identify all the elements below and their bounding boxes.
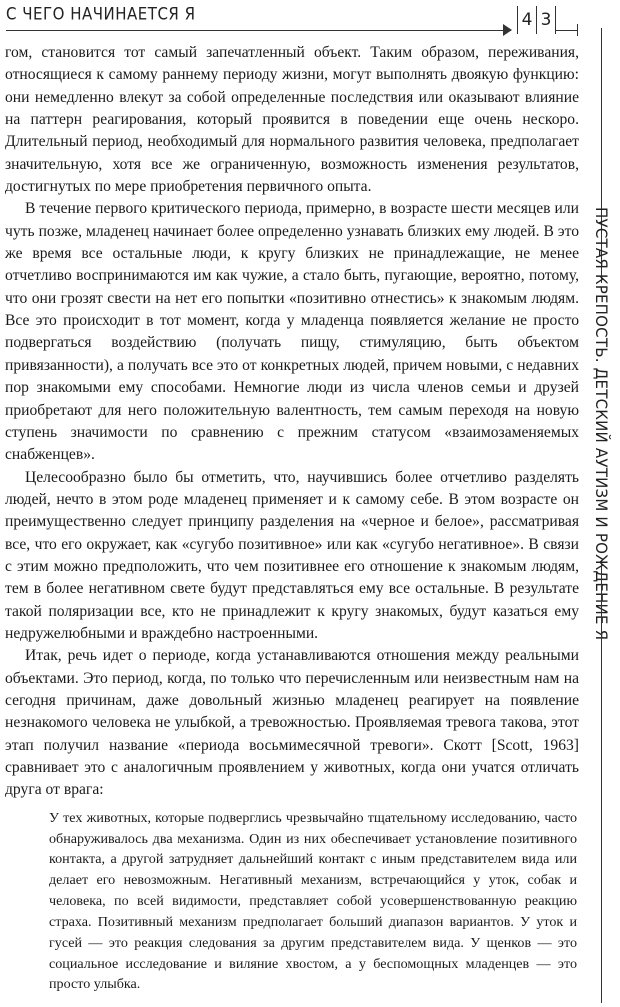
- block-quote: У тех животных, которые подверглись чрезвычайно тщательному исследованию, часто обнаруживалось два механизма. Один из них обеспечивает установление позитивного контакта, а другой затрудняет дальнейший контакт с иным представителем вида или делает его невозможным. Негативный механизм, встречающийся у уток, собак и человека, по всей видимости, представляет собой усовершенствованную реакцию страха. Позитивный механизм предполагает больший диапазон вариантов. У уток и гусей — это реакция следования за другим представителем вида. У щенков — это социальное исследование и виляние хвостом, а у беспомощных младенцев — это просто улыбка.: [49, 809, 577, 993]
- header-rule-tick: [577, 24, 578, 36]
- body-text: [5, 42, 579, 995]
- header-rule: [6, 30, 511, 31]
- page-number-digit: 4: [517, 6, 536, 34]
- running-header-title: С ЧЕГО НАЧИНАЕТСЯ Я: [6, 4, 196, 25]
- header-arrow-icon: [503, 24, 512, 36]
- paragraph: гом, становится тот самый запечатленный объект. Таким образом, переживания, относящиеся к самому раннему периоду жизни, могут выполнять двоякую функцию: они немедленно влекут за собой определенные последствия или оказывают влияние на паттерн реагирования, который проявится в поведении еще очень нескоро. Длительный период, необходимый для нормального развития человека, предполагает значительную, хотя все же ограниченную, возможность изменения результатов, достигнутых по мере приобретения первичного опыта.: [5, 44, 579, 196]
- side-rule-bottom: [601, 563, 602, 1003]
- header-rule-tail: [555, 30, 577, 31]
- paragraph: Итак, речь идет о периоде, когда устанавливаются отношения между реальными объектами. Это период, когда, по только что перечисленным или неизвестным нам на сегодня причинам, даже довольный жизнью младенец реагирует на появление незнакомого человека не улыбкой, а тревожностью. Проявляемая тревога такова, этот этап получил название «периода восьмимесячной тревоги». Скотт [Scott, 1963] сравнивает это с аналогичным проявлением у животных, когда они учатся отличать друга от врага:: [5, 647, 579, 799]
- page-number-digit: 3: [536, 6, 556, 34]
- paragraph: В течение первого критического периода, примерно, в возрасте шести месяцев или чуть позже, младенец начинает более определенно узнавать близких ему людей. В это же время все остальные люди, к кругу близких не принадлежащие, не менее отчетливо воспринимаются им как чужие, а стало быть, пугающие, вероятно, потому, что они грозят свести на нет его попытки «позитивно отнестись» к знакомым людям. Все это происходит в тот момент, когда у младенца появляется желание не просто подвергаться воздействию (получать пищу, стимуляцию, быть объектом привязанности), а получать все это от конкретных людей, причем новыми, с недавних пор знакомыми ему способами. Немногие люди из числа членов семьи и друзей приобретают для него положительную валентность, тем самым переходя на новую ступень значимости по сравнению с прежним статусом «взаимозаменяемых снабженцев».: [5, 200, 579, 464]
- paragraph: Целесообразно было бы отметить, что, научившись более отчетливо разделять людей, нечто в этом роде младенец применяет и к самому себе. В этом возрасте он преимущественно следует принципу разделения на «черное и белое», рассматривая все, что его окружает, как «сугубо позитивное» или как «сугубо негативное». В связи с этим можно предположить, что чем позитивнее его отношение к знакомым людям, тем в более негативном свете будут представляться ему все остальные. В результате такой поляризации все, кто не принадлежит к кругу знакомых, будут казаться ему недружелюбными и враждебно настроенными.: [5, 468, 579, 642]
- page-number: [517, 6, 556, 34]
- side-running-title: ПУСТАЯ КРЕПОСТЬ. ДЕТСКИЙ АУТИЗМ И РОЖДЕНИЕ Я: [591, 206, 611, 641]
